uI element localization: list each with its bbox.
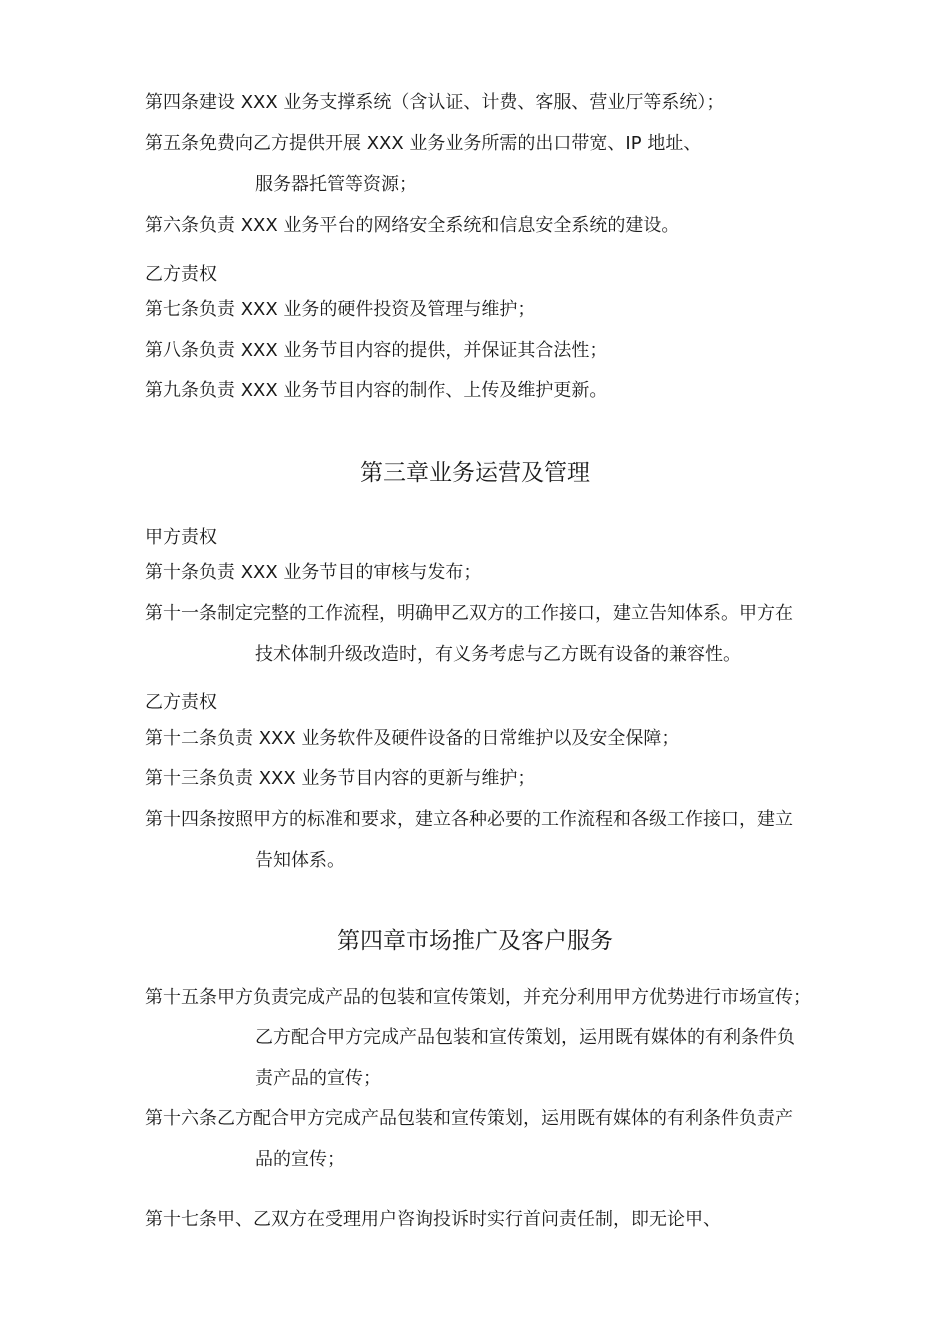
chapter-3-title: 第三章业务运营及管理 (360, 460, 590, 486)
article-15-continuation-2: 责产品的宣传； (255, 1068, 381, 1089)
article-14: 第十四条按照甲方的标准和要求，建立各种必要的工作流程和各级工作接口，建立 (145, 809, 793, 830)
article-9: 第九条负责 XXX 业务节目内容的制作、上传及维护更新。 (145, 380, 608, 401)
party-b-rights-heading: 乙方责权 (145, 264, 217, 285)
article-15: 第十五条甲方负责完成产品的包装和宣传策划，并充分利用甲方优势进行市场宣传； (145, 987, 811, 1008)
article-7: 第七条负责 XXX 业务的硬件投资及管理与维护； (145, 299, 536, 320)
article-6: 第六条负责 XXX 业务平台的网络安全系统和信息安全系统的建设。 (145, 215, 680, 236)
party-b-rights-heading-2: 乙方责权 (145, 692, 217, 713)
party-a-rights-heading: 甲方责权 (145, 527, 217, 548)
article-4: 第四条建设 XXX 业务支撑系统（含认证、计费、客服、营业厅等系统）； (145, 92, 725, 113)
article-15-continuation-1: 乙方配合甲方完成产品包装和宣传策划，运用既有媒体的有利条件负 (255, 1027, 795, 1048)
article-14-continuation: 告知体系。 (255, 850, 345, 871)
article-17: 第十七条甲、乙双方在受理用户咨询投诉时实行首问责任制，即无论甲、 (145, 1209, 721, 1230)
article-12: 第十二条负责 XXX 业务软件及硬件设备的日常维护以及安全保障； (145, 728, 680, 749)
article-8: 第八条负责 XXX 业务节目内容的提供，并保证其合法性； (145, 340, 608, 361)
article-11: 第十一条制定完整的工作流程，明确甲乙双方的工作接口，建立告知体系。甲方在 (145, 603, 793, 624)
article-11-continuation: 技术体制升级改造时，有义务考虑与乙方既有设备的兼容性。 (255, 644, 741, 665)
chapter-4-title: 第四章市场推广及客户服务 (337, 928, 613, 954)
article-16: 第十六条乙方配合甲方完成产品包装和宣传策划，运用既有媒体的有利条件负责产 (145, 1108, 793, 1129)
article-5: 第五条免费向乙方提供开展 XXX 业务业务所需的出口带宽、IP 地址、 (145, 133, 702, 154)
article-16-continuation: 品的宣传； (255, 1149, 345, 1170)
article-13: 第十三条负责 XXX 业务节目内容的更新与维护； (145, 768, 536, 789)
article-5-continuation: 服务器托管等资源； (255, 174, 417, 195)
article-10: 第十条负责 XXX 业务节目的审核与发布； (145, 562, 482, 583)
